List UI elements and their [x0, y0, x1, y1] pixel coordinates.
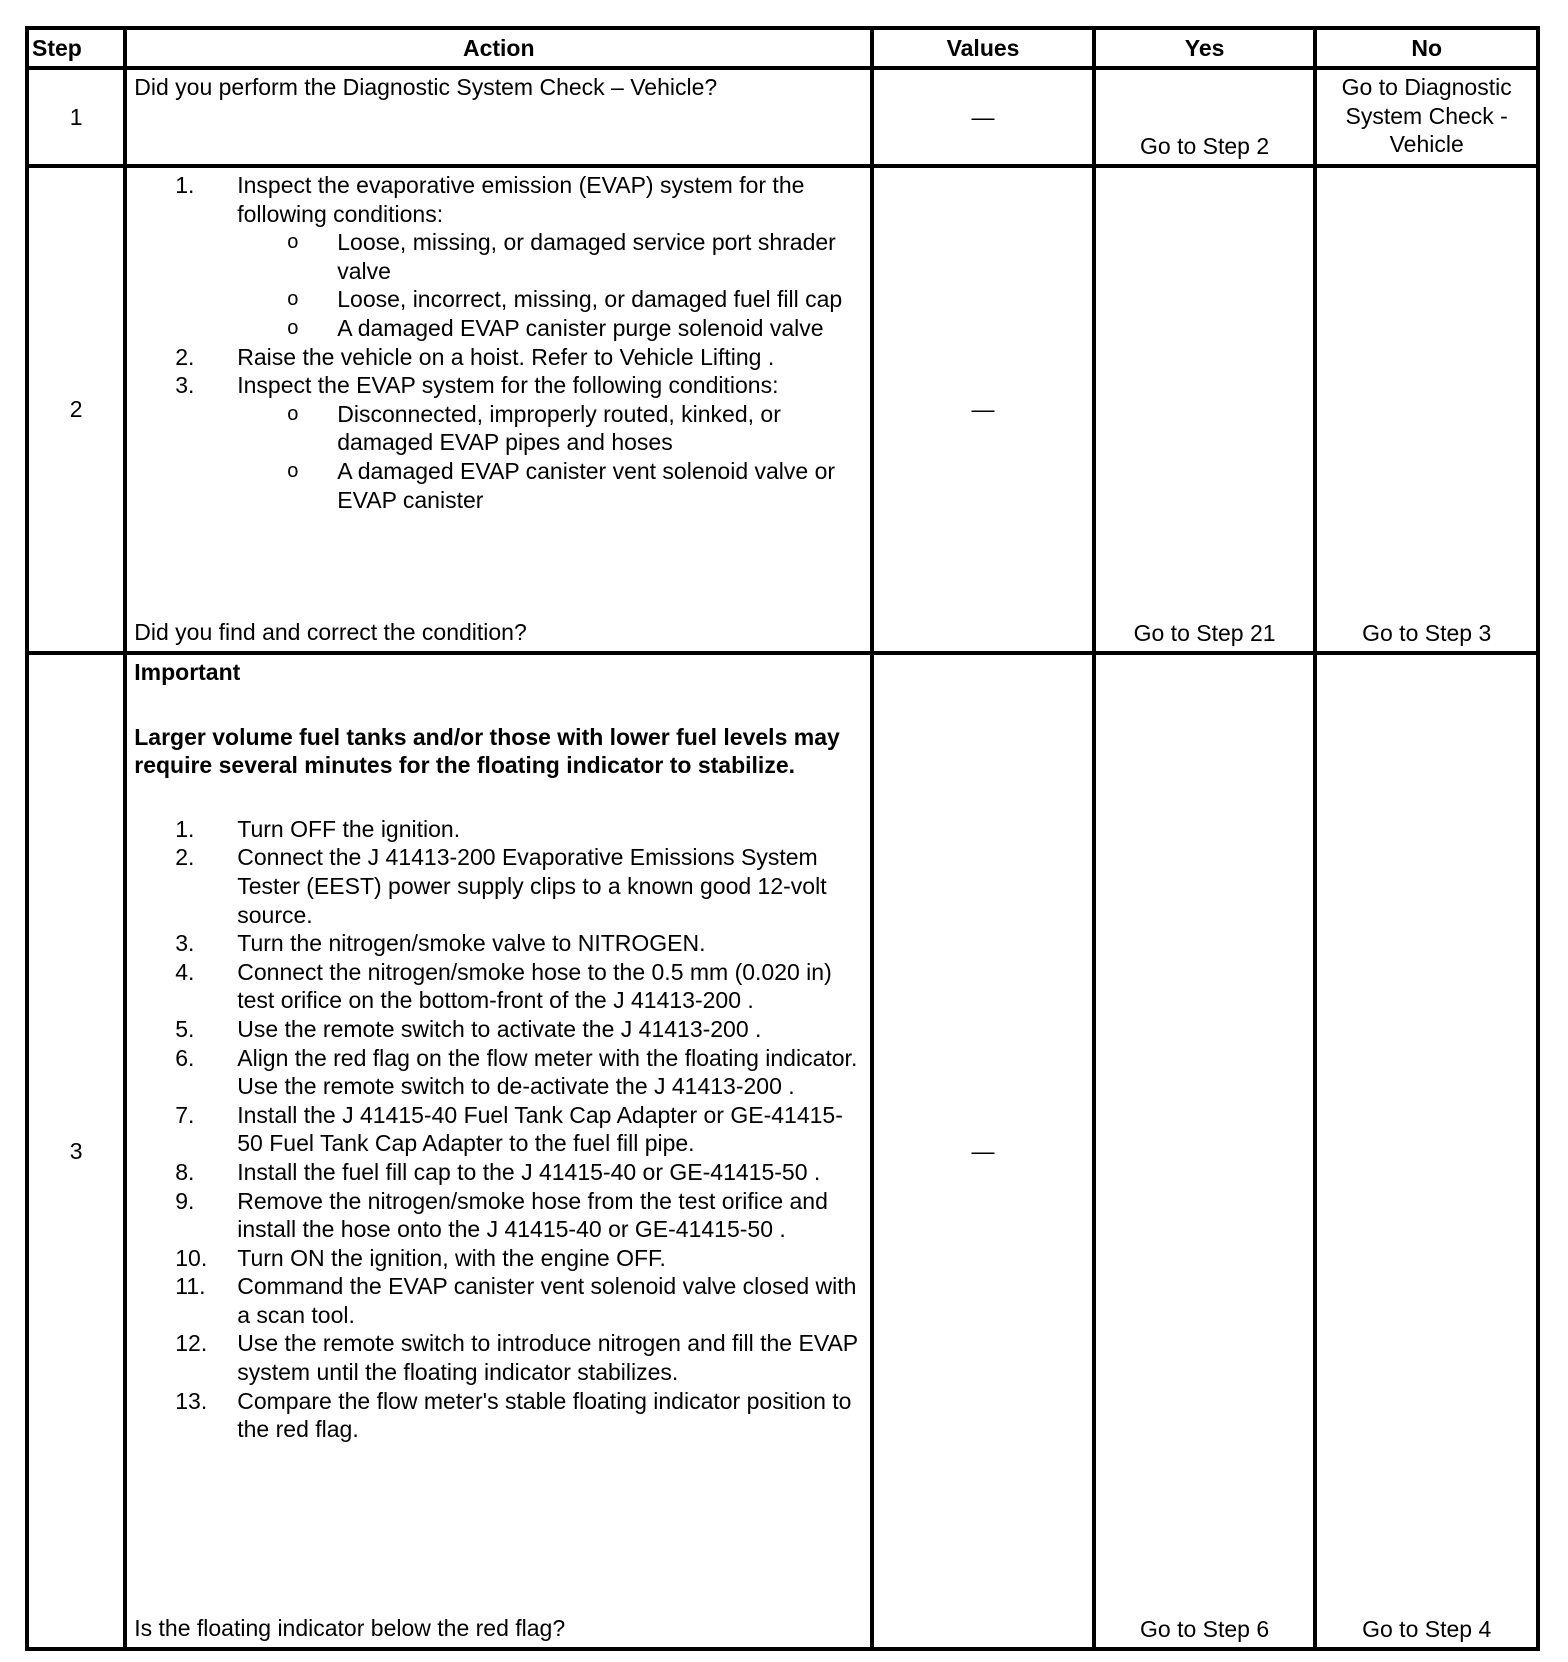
list-item — [175, 843, 863, 929]
list-item — [175, 1158, 863, 1187]
list-item — [175, 1015, 863, 1044]
list-item — [175, 1272, 863, 1329]
list-item-number: 10. — [175, 1244, 208, 1271]
action-question: Did you perform the Diagnostic System Check – Vehicle? — [134, 74, 718, 100]
list-item-number: 8. — [175, 1158, 195, 1185]
list-item-text: Use the remote switch to activate the J 41413-200 . — [237, 1015, 762, 1042]
table-row — [27, 166, 1538, 653]
list-item-text: Connect the nitrogen/smoke hose to the 0.5 mm (0.020 in) test orifice on the bottom-front of the J 41413-200 . — [237, 958, 832, 1014]
yes-cell — [1094, 166, 1316, 653]
list-item-text: Compare the flow meter's stable floating indicator position to the red flag. — [237, 1387, 852, 1443]
bullet-icon: o — [287, 316, 299, 339]
list-item-text: Install the J 41415-40 Fuel Tank Cap Adapter or GE-41415-50 Fuel Tank Cap Adapter to the fuel fill pipe. — [237, 1101, 843, 1157]
yes-text: Go to Step 21 — [1133, 620, 1276, 647]
yes-cell — [1094, 68, 1316, 166]
header-yes: Yes — [1094, 28, 1316, 68]
yes-text: Go to Step 6 — [1140, 1616, 1270, 1643]
important-text: Larger volume fuel tanks and/or those with lower fuel levels may require several minutes for the floating indicator to stabilize. — [134, 723, 840, 779]
step-number: 3 — [27, 653, 125, 1649]
sub-list-item-text: A damaged EVAP canister purge solenoid valve — [337, 314, 824, 341]
bullet-icon: o — [287, 402, 299, 425]
sub-list-item — [287, 285, 863, 314]
list-item — [175, 1244, 863, 1273]
step-number: 2 — [27, 166, 125, 653]
list-item-text: Remove the nitrogen/smoke hose from the test orifice and install the hose onto the J 41415-40 or GE-41415-50 . — [237, 1187, 828, 1243]
action-cell — [125, 166, 872, 653]
header-values: Values — [872, 28, 1094, 68]
list-item — [175, 958, 863, 1015]
table-row — [27, 68, 1538, 166]
action-cell — [125, 653, 872, 1649]
list-item-text: Use the remote switch to introduce nitrogen and fill the EVAP system until the floating indicator stabilizes. — [237, 1330, 858, 1386]
list-item-text: Inspect the evaporative emission (EVAP) system for the following conditions: — [237, 172, 805, 227]
list-item-number: 2. — [175, 343, 195, 370]
value-dash: — — [971, 1137, 995, 1164]
action-cell — [125, 68, 872, 166]
bullet-icon: o — [287, 459, 299, 482]
no-cell — [1315, 68, 1538, 166]
action-question: Did you find and correct the condition? — [134, 619, 527, 646]
list-item-text: Turn OFF the ignition. — [237, 815, 461, 842]
list-item — [175, 815, 863, 844]
no-cell — [1315, 653, 1538, 1649]
list-item-number: 9. — [175, 1187, 195, 1214]
sub-list-item-text: Disconnected, improperly routed, kinked, or damaged EVAP pipes and hoses — [337, 400, 781, 456]
sub-list — [237, 228, 863, 342]
yes-text: Go to Step 2 — [1140, 133, 1270, 160]
important-title: Important — [134, 659, 241, 685]
list-item-number: 1. — [175, 172, 195, 198]
value-cell — [872, 68, 1094, 166]
no-text: Go to Step 4 — [1362, 1616, 1492, 1643]
list-item — [175, 171, 863, 343]
list-item-number: 13. — [175, 1387, 208, 1414]
list-item — [175, 929, 863, 958]
list-item-number: 7. — [175, 1101, 195, 1128]
list-item-number: 3. — [175, 372, 195, 399]
list-item-number: 11. — [175, 1273, 206, 1300]
sub-list-item-text: Loose, incorrect, missing, or damaged fuel fill cap — [337, 286, 843, 313]
no-text: Go to Diagnostic System Check - Vehicle — [1341, 74, 1512, 158]
sub-list-item — [287, 400, 863, 457]
list-item-number: 2. — [175, 844, 195, 871]
value-dash: — — [971, 396, 995, 423]
list-item-number: 4. — [175, 958, 195, 985]
list-item — [175, 1387, 863, 1444]
bullet-icon: o — [287, 231, 299, 254]
no-cell — [1315, 166, 1538, 653]
list-item-number: 12. — [175, 1330, 208, 1357]
value-cell — [872, 166, 1094, 653]
list-item-number: 3. — [175, 930, 195, 957]
header-row — [27, 28, 1538, 68]
header-no: No — [1315, 28, 1538, 68]
list-item-text: Turn ON the ignition, with the engine OFF. — [237, 1244, 666, 1271]
list-item-number: 5. — [175, 1015, 195, 1042]
diagnostic-table — [25, 26, 1540, 1651]
list-item-text: Turn the nitrogen/smoke valve to NITROGEN. — [237, 930, 706, 957]
list-item — [175, 1187, 863, 1244]
sub-list-item — [287, 228, 863, 285]
list-item — [175, 1044, 863, 1101]
list-item — [175, 371, 863, 514]
sub-list-item — [287, 314, 863, 343]
list-item-text: Inspect the EVAP system for the following conditions: — [237, 372, 779, 399]
list-item-number: 1. — [175, 815, 195, 842]
sub-list-item — [287, 457, 863, 514]
no-text: Go to Step 3 — [1362, 620, 1492, 647]
bullet-icon: o — [287, 288, 299, 311]
list-item-text: Connect the J 41413-200 Evaporative Emissions System Tester (EEST) power supply clips to a known good 12-volt source. — [237, 844, 827, 928]
list-item — [175, 1101, 863, 1158]
value-cell — [872, 653, 1094, 1649]
action-question: Is the floating indicator below the red flag? — [134, 1615, 566, 1642]
sub-list-item-text: Loose, missing, or damaged service port shrader valve — [337, 229, 836, 284]
list-item — [175, 343, 863, 372]
header-action: Action — [125, 28, 872, 68]
list-item-text: Install the fuel fill cap to the J 41415-40 or GE-41415-50 . — [237, 1158, 821, 1185]
action-steps — [134, 171, 863, 514]
list-item-text: Align the red flag on the flow meter with the floating indicator. Use the remote switch to de-activate the J 41413-200 . — [237, 1044, 858, 1100]
sub-list-item-text: A damaged EVAP canister vent solenoid valve or EVAP canister — [337, 457, 836, 513]
yes-cell — [1094, 653, 1316, 1649]
value-dash: — — [971, 103, 995, 130]
header-step: Step — [27, 28, 125, 68]
sub-list — [237, 400, 863, 514]
action-steps — [134, 815, 863, 1444]
list-item-number: 6. — [175, 1044, 195, 1071]
list-item-text: Command the EVAP canister vent solenoid valve closed with a scan tool. — [237, 1273, 857, 1328]
list-item — [175, 1329, 863, 1386]
step-number: 1 — [27, 68, 125, 166]
list-item-text: Raise the vehicle on a hoist. Refer to Vehicle Lifting . — [237, 343, 775, 370]
table-row — [27, 653, 1538, 1649]
